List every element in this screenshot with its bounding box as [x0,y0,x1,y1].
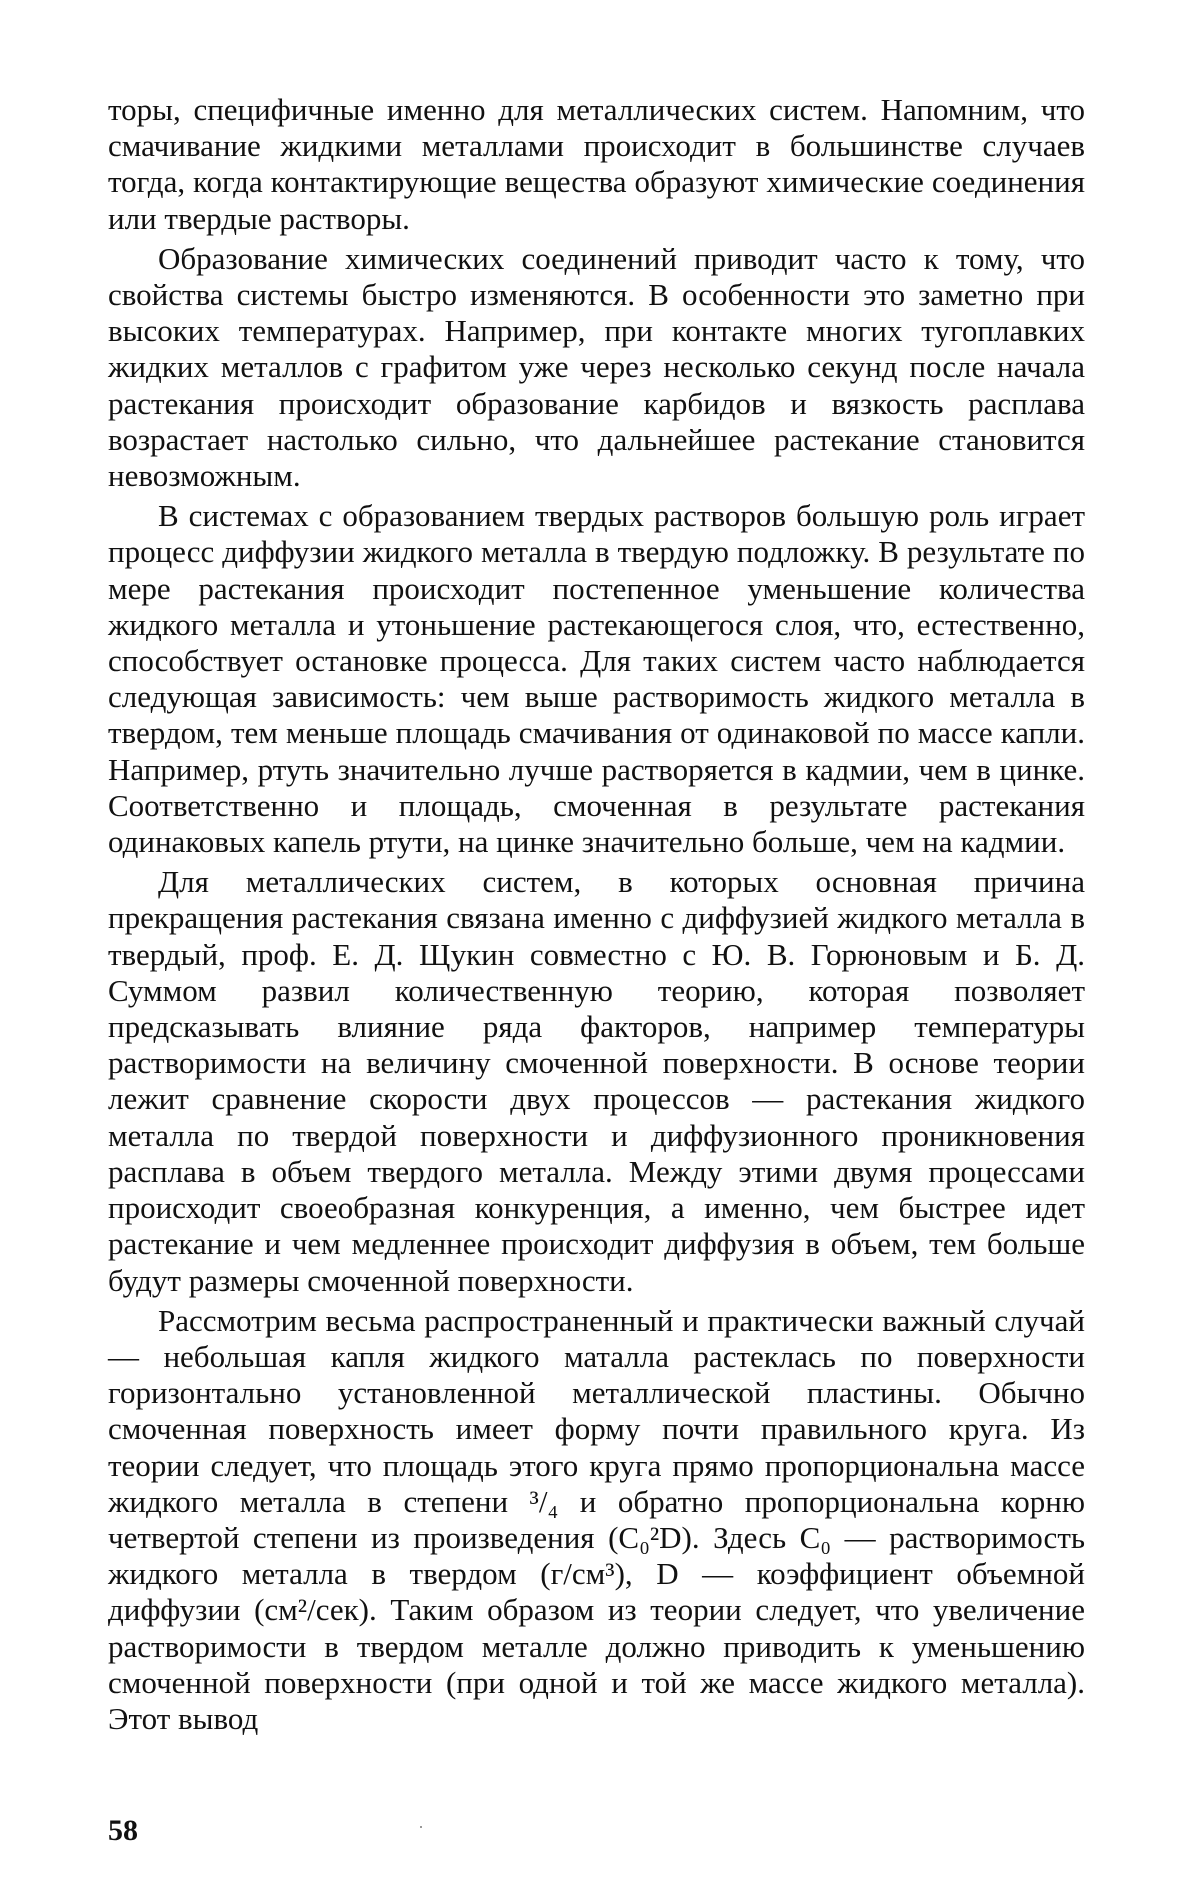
paragraph-5: Рассмотрим весьма распространенный и практически важный случай — небольшая капля жидкого маталла растеклась по поверхности горизонтально установленной металлической пластины. Обычно смоченная поверхность имеет форму почти правильного круга. Из теории следует, что площадь этого круга прямо пропорциональна массе жидкого металла в степени ³/₄ и обратно пропорциональна корню четвертой степени из произведения (C₀²D). Здесь C₀ — растворимость жидкого металла в твердом (г/см³), D — коэффициент объемной диффузии (см²/сек). Таким образом из теории следует, что увеличение растворимости в твердом металле должно приводить к уменьшению смоченной поверхности (при одной и той же массе жидкого металла). Этот вывод [108,1302,1085,1736]
paragraph-1: торы, специфичные именно для металлических систем. Напомним, что смачивание жидкими металлами происходит в большинстве случаев тогда, когда контактирующие вещества образуют химические соединения или твердые растворы. [108,92,1085,236]
scan-speck [420,1826,422,1828]
page-body [108,92,1085,1737]
page-number: 58 [108,1814,138,1847]
paragraph-3: В системах с образованием твердых растворов большую роль играет процесс диффузии жидкого металла в твердую подложку. В результате по мере растекания происходит постепенное уменьшение количества жидкого металла и утоньшение растекающегося слоя, что, естественно, способствует остановке процесса. Для таких систем часто наблюдается следующая зависимость: чем выше растворимость жидкого металла в твердом, тем меньше площадь смачивания от одинаковой по массе капли. Например, ртуть значительно лучше растворяется в кадмии, чем в цинке. Соответственно и площадь, смоченная в результате растекания одинаковых капель ртути, на цинке значительно больше, чем на кадмии. [108,498,1085,860]
paragraph-4: Для металлических систем, в которых основная причина прекращения растекания связана именно с диффузией жидкого металла в твердый, проф. Е. Д. Щукин совместно с Ю. В. Горюновым и Б. Д. Суммом развил количественную теорию, которая позволяет предсказывать влияние ряда факторов, например температуры растворимости на величину смоченной поверхности. В основе теории лежит сравнение скорости двух процессов — растекания жидкого металла по твердой поверхности и диффузионного проникновения расплава в объем твердого металла. Между этими двумя процессами происходит своеобразная конкуренция, а именно, чем быстрее идет растекание и чем медленнее происходит диффузия в объем, тем больше будут размеры смоченной поверхности. [108,864,1085,1298]
paragraph-2: Образование химических соединений приводит часто к тому, что свойства системы быстро изменяются. В особенности это заметно при высоких температурах. Например, при контакте многих тугоплавких жидких металлов с графитом уже через несколько секунд после начала растекания происходит образование карбидов и вязкость расплава возрастает настолько сильно, что дальнейшее растекание становится невозможным. [108,240,1085,494]
